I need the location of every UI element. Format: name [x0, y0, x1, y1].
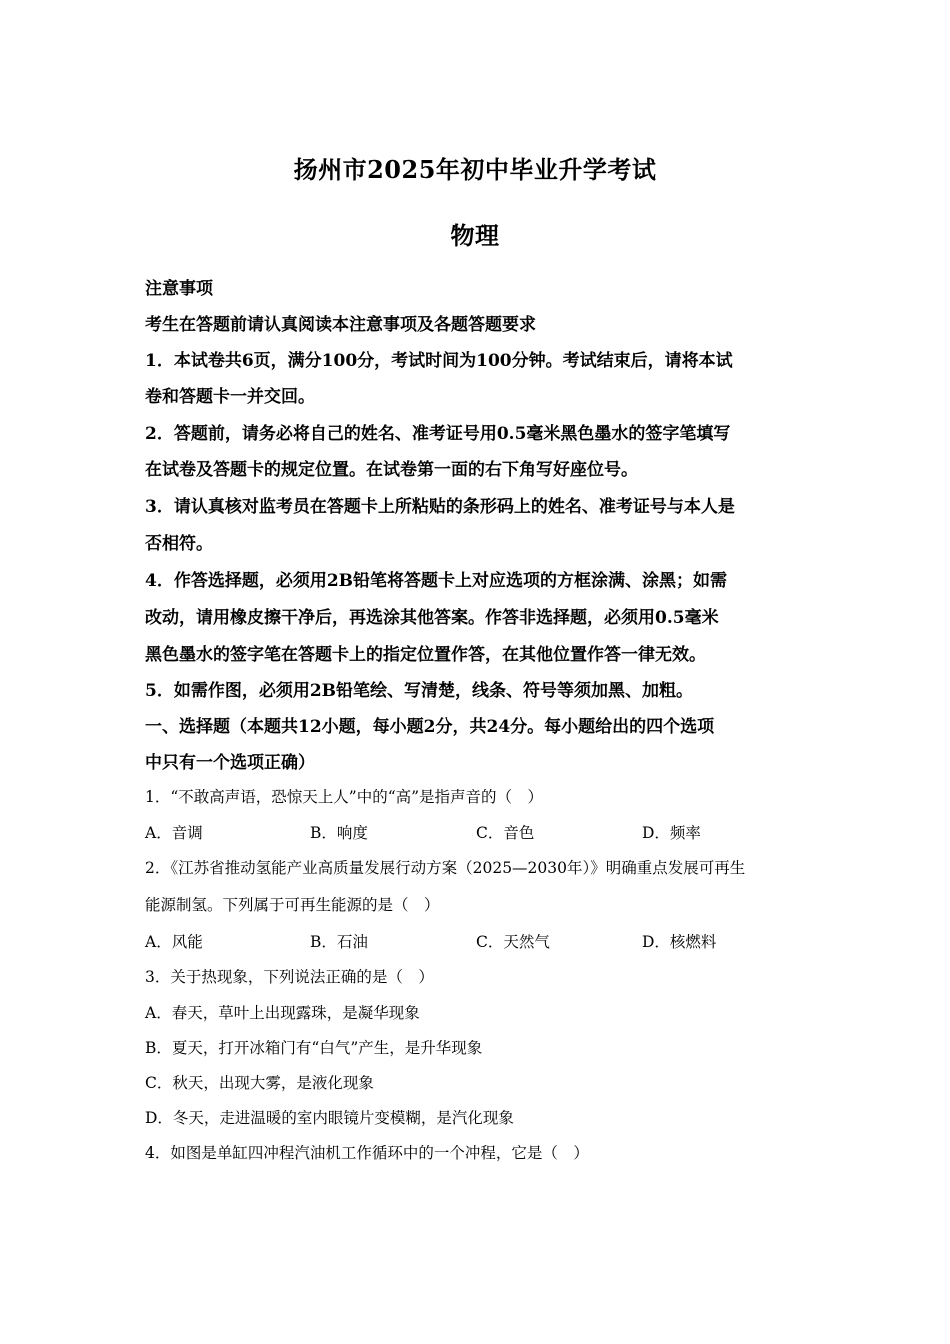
q2-option-a: A．风能	[145, 933, 203, 951]
q1-option-c: C．音色	[476, 824, 535, 842]
note-line: 改动，请用橡皮擦干净后，再选涂其他答案。作答非选择题，必须用0.5毫米	[145, 608, 719, 628]
note-line: 4．作答选择题，必须用2B铅笔将答题卡上对应选项的方框涂满、涂黑；如需	[145, 571, 728, 591]
q1-option-d: D．频率	[642, 824, 701, 842]
q3-option-b: B．夏天，打开冰箱门有“白气”产生，是升华现象	[145, 1039, 483, 1057]
q1-option-b: B．响度	[310, 824, 368, 842]
question-1-stem: 1．“不敢高声语，恐惊天上人”中的“高”是指声音的（ ）	[145, 788, 544, 806]
section-heading: 一、选择题（本题共12小题，每小题2分，共24分。每小题给出的四个选项	[145, 717, 715, 737]
question-2-stem: 2．《江苏省推动氢能产业高质量发展行动方案（2025—2030年）》明确重点发展可再生	[145, 859, 746, 877]
note-line: 在试卷及答题卡的规定位置。在试卷第一面的右下角写好座位号。	[145, 460, 638, 480]
section-heading-cont: 中只有一个选项正确）	[145, 753, 315, 773]
q3-option-d: D．冬天，走进温暖的室内眼镜片变模糊，是汽化现象	[145, 1109, 514, 1127]
q2-option-d: D．核燃料	[642, 933, 717, 951]
q2-option-b: B．石油	[310, 933, 368, 951]
q3-option-c: C．秋天，出现大雾，是液化现象	[145, 1074, 374, 1092]
exam-title: 扬州市2025年初中毕业升学考试	[293, 155, 657, 184]
q1-option-a: A．音调	[145, 824, 203, 842]
q2-option-c: C．天然气	[476, 933, 550, 951]
subject-title: 物理	[450, 221, 500, 250]
note-line: 3．请认真核对监考员在答题卡上所粘贴的条形码上的姓名、准考证号与本人是	[145, 497, 735, 517]
q3-option-a: A．春天，草叶上出现露珠，是凝华现象	[145, 1004, 420, 1022]
note-line: 黑色墨水的签字笔在答题卡上的指定位置作答，在其他位置作答一律无效。	[145, 645, 706, 665]
note-line: 否相符。	[145, 534, 213, 554]
note-line: 2．答题前，请务必将自己的姓名、准考证号用0.5毫米黑色墨水的签字笔填写	[145, 424, 731, 444]
question-4-stem: 4．如图是单缸四冲程汽油机工作循环中的一个冲程，它是（ ）	[145, 1144, 589, 1162]
question-2-stem-cont: 能源制氢。下列属于可再生能源的是（ ）	[145, 896, 440, 914]
notes-intro: 考生在答题前请认真阅读本注意事项及各题答题要求	[145, 315, 536, 335]
note-line: 5．如需作图，必须用2B铅笔绘、写清楚，线条、符号等须加黑、加粗。	[145, 681, 694, 701]
note-line: 卷和答题卡一并交回。	[145, 387, 315, 407]
note-line: 1．本试卷共6页，满分100分，考试时间为100分钟。考试结束后，请将本试	[145, 351, 733, 371]
notes-heading: 注意事项	[145, 279, 213, 299]
question-3-stem: 3．关于热现象，下列说法正确的是（ ）	[145, 968, 434, 986]
